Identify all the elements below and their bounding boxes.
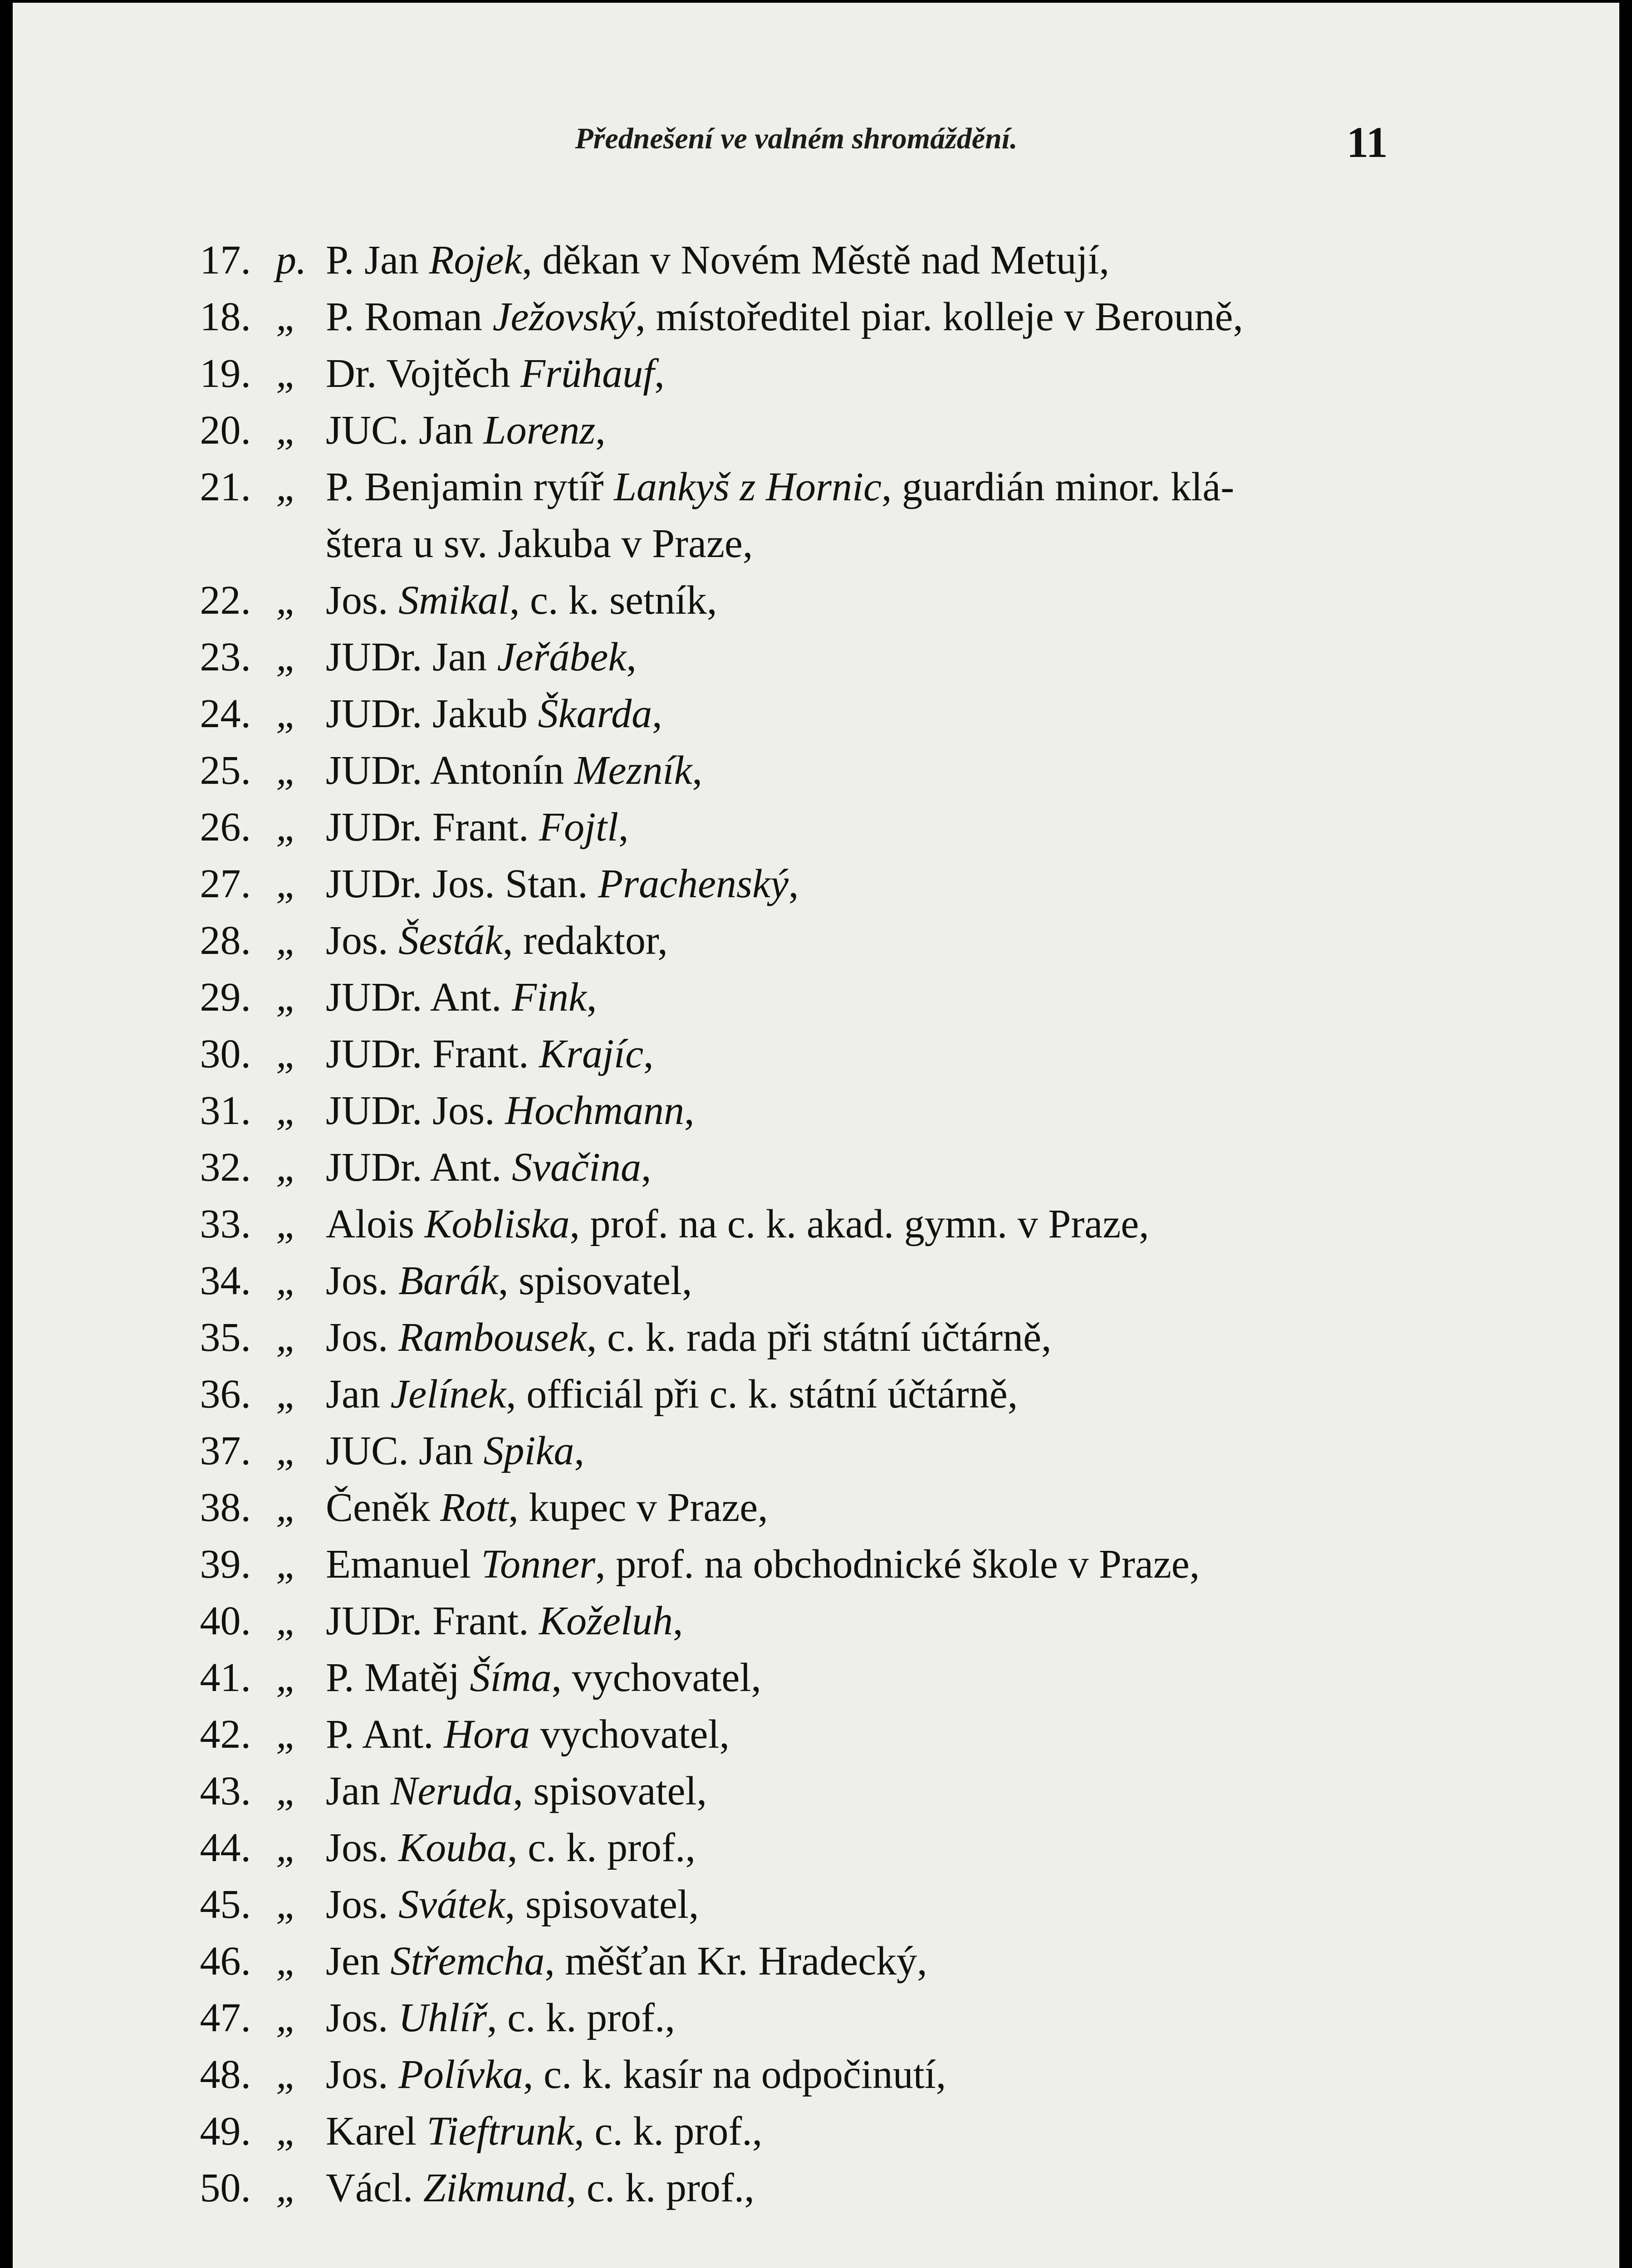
entry-suffix: , — [673, 1598, 683, 1643]
ditto-mark: „ — [276, 1428, 299, 1473]
entry-suffix: , c. k. rada při státní účtárně, — [586, 1315, 1052, 1360]
entry-suffix: , c. k. prof., — [507, 1825, 696, 1870]
entry-text — [326, 288, 1243, 345]
page-header — [13, 118, 1619, 181]
entry-prefix: JUDr. Frant. — [326, 1031, 539, 1076]
list-item — [13, 572, 1619, 629]
entry-prefix: Čeněk — [326, 1485, 441, 1530]
entry-surname: Spika — [483, 1428, 574, 1473]
entry-number: 35. — [200, 1315, 251, 1360]
entry-surname: Svátek — [398, 1882, 505, 1927]
entry-surname: Šesták — [398, 918, 503, 963]
entry-number: 49. — [200, 2109, 251, 2154]
entry-text — [326, 2160, 755, 2216]
entry-prefix: Jan — [326, 1769, 391, 1813]
entry-surname: Šíma — [470, 1655, 552, 1700]
entry-suffix: , c. k. setník, — [510, 578, 717, 623]
ditto-mark: „ — [276, 861, 299, 906]
entry-surname: Tonner — [481, 1542, 596, 1587]
list-item — [13, 912, 1619, 969]
entry-suffix: , c. k. prof., — [574, 2109, 763, 2154]
entry-surname: Jeřábek — [497, 635, 627, 679]
entry-number: 32. — [200, 1145, 251, 1190]
entry-text — [326, 1026, 654, 1082]
ditto-mark: „ — [276, 748, 299, 793]
entry-number: 30. — [200, 1031, 251, 1076]
entry-surname: Krajíc — [539, 1031, 644, 1076]
entry-suffix: , — [654, 351, 665, 396]
entry-text — [326, 912, 668, 969]
ditto-mark: „ — [276, 1712, 299, 1757]
entry-continuation: štera u sv. Jakuba v Praze, — [326, 521, 753, 566]
entry-suffix: , — [626, 635, 637, 679]
entry-surname: Hora — [444, 1712, 530, 1757]
ditto-mark: „ — [276, 1995, 299, 2040]
entry-text — [326, 2103, 762, 2160]
entry-suffix: , — [643, 1031, 654, 1076]
list-item — [13, 855, 1619, 912]
ditto-mark: „ — [276, 635, 299, 679]
entry-text — [326, 1309, 1052, 1366]
entry-text — [326, 799, 629, 855]
ditto-mark: „ — [276, 1485, 299, 1530]
entry-prefix: Václ. — [326, 2165, 423, 2210]
entry-prefix: Jos. — [326, 2052, 399, 2097]
entry-prefix: Jos. — [326, 1882, 399, 1927]
list-item — [13, 2160, 1619, 2216]
entry-surname: Mezník — [574, 748, 692, 793]
entry-number: 36. — [200, 1372, 251, 1417]
entry-surname: Hochmann — [505, 1088, 685, 1133]
entry-prefix: Alois — [326, 1202, 425, 1246]
entry-text — [326, 1819, 696, 1876]
list-item — [13, 1706, 1619, 1763]
entry-suffix: , — [652, 691, 662, 736]
list-item — [13, 1252, 1619, 1309]
list-item — [13, 345, 1619, 402]
entry-prefix: JUDr. Ant. — [326, 1145, 512, 1190]
entry-suffix: , měšťan Kr. Hradecký, — [544, 1939, 927, 1984]
entry-surname: Svačina — [512, 1145, 641, 1190]
entry-text — [326, 1196, 1149, 1252]
entry-suffix: , c. k. prof., — [566, 2165, 755, 2210]
entry-number: 17. — [200, 238, 251, 283]
entry-surname: Lorenz — [483, 408, 596, 453]
entry-text — [326, 402, 606, 459]
entry-number: 44. — [200, 1825, 251, 1870]
entry-surname: Fink — [512, 975, 587, 1020]
list-item — [13, 1593, 1619, 1649]
list-item — [13, 742, 1619, 799]
entry-suffix: , spisovatel, — [513, 1769, 707, 1813]
entry-surname: Frühauf — [520, 351, 655, 396]
entry-prefix: P. Jan — [326, 238, 429, 283]
entry-text — [326, 1536, 1200, 1593]
ditto-mark: „ — [276, 2109, 299, 2154]
ditto-mark: „ — [276, 1088, 299, 1133]
entry-number: 18. — [200, 294, 251, 339]
list-item — [13, 1933, 1619, 1989]
list-item — [13, 1479, 1619, 1536]
entry-text — [326, 1479, 768, 1536]
list-item — [13, 1876, 1619, 1933]
ditto-mark: „ — [276, 1315, 299, 1360]
entry-surname: Rojek — [429, 238, 522, 283]
entry-text — [326, 345, 665, 402]
entry-surname: Smikal — [398, 578, 510, 623]
entry-number: 46. — [200, 1939, 251, 1984]
entry-surname: Uhlíř — [398, 1995, 487, 2040]
entry-prefix: P. Roman — [326, 294, 493, 339]
entry-surname: Rambousek — [398, 1315, 587, 1360]
list-item — [13, 1139, 1619, 1196]
page-number: 11 — [1347, 118, 1388, 166]
entry-prefix: JUDr. Jos. Stan. — [326, 861, 598, 906]
list-item — [13, 1366, 1619, 1422]
entry-text — [326, 1706, 730, 1763]
entry-number: 28. — [200, 918, 251, 963]
list-item — [13, 1819, 1619, 1876]
entry-suffix: , — [684, 1088, 695, 1133]
entry-prefix: JUDr. Antonín — [326, 748, 574, 793]
entry-number: 38. — [200, 1485, 251, 1530]
entry-prefix: Dr. Vojtěch — [326, 351, 521, 396]
entry-text — [326, 1082, 695, 1139]
entry-surname: Prachenský — [598, 861, 789, 906]
entry-number: 43. — [200, 1769, 251, 1813]
entry-suffix: , — [692, 748, 702, 793]
list-item — [13, 1026, 1619, 1082]
entry-surname: Rott — [440, 1485, 509, 1530]
ditto-mark: „ — [276, 691, 299, 736]
entry-number: 31. — [200, 1088, 251, 1133]
list-item — [13, 459, 1619, 515]
entry-text — [326, 232, 1109, 288]
list-item — [13, 1422, 1619, 1479]
list-item — [13, 2046, 1619, 2103]
ditto-mark: „ — [276, 351, 299, 396]
entry-prefix: Jos. — [326, 578, 399, 623]
entry-prefix: JUC. Jan — [326, 1428, 484, 1473]
ditto-mark: „ — [276, 805, 299, 850]
entry-surname: Jelínek — [390, 1372, 506, 1417]
list-item — [13, 1309, 1619, 1366]
entry-text — [326, 1252, 692, 1309]
entry-surname: Kobliska — [424, 1202, 570, 1246]
ditto-mark: „ — [276, 578, 299, 623]
entry-surname: Polívka — [398, 2052, 523, 2097]
entry-prefix: JUC. Jan — [326, 408, 484, 453]
entry-number: 22. — [200, 578, 251, 623]
entry-suffix: , děkan v Novém Městě nad Metují, — [522, 238, 1110, 283]
entry-prefix: Emanuel — [326, 1542, 481, 1587]
entry-prefix: JUDr. Ant. — [326, 975, 512, 1020]
ditto-mark: „ — [276, 1882, 299, 1927]
list-item — [13, 799, 1619, 855]
entry-prefix: JUDr. Jos. — [326, 1088, 505, 1133]
entry-number: 40. — [200, 1598, 251, 1643]
ditto-mark: „ — [276, 294, 299, 339]
entry-text — [326, 685, 662, 742]
entry-number: 45. — [200, 1882, 251, 1927]
ditto-mark: „ — [276, 464, 299, 509]
list-item — [13, 232, 1619, 288]
entry-prefix: JUDr. Jan — [326, 635, 497, 679]
entry-prefix: Jan — [326, 1372, 391, 1417]
entry-surname: Lankyš z Hornic — [613, 464, 882, 509]
entry-suffix: , — [587, 975, 597, 1020]
ditto-mark: „ — [276, 408, 299, 453]
list-item — [13, 629, 1619, 685]
running-title: Přednešení ve valném shromáždění. — [575, 122, 1018, 155]
entry-suffix: , prof. na obchodnické škole v Praze, — [595, 1542, 1200, 1587]
entry-surname: Kouba — [398, 1825, 508, 1870]
ditto-mark: „ — [276, 1202, 299, 1246]
entry-suffix: , spisovatel, — [505, 1882, 699, 1927]
ditto-mark: p. — [276, 238, 307, 283]
entry-suffix: , spisovatel, — [498, 1258, 692, 1303]
ditto-mark: „ — [276, 1542, 299, 1587]
ditto-mark: „ — [276, 918, 299, 963]
list-item — [13, 1536, 1619, 1593]
entry-suffix: vychovatel, — [530, 1712, 730, 1757]
entry-surname: Škarda — [538, 691, 652, 736]
list-item — [13, 1763, 1619, 1819]
ditto-mark: „ — [276, 1939, 299, 1984]
entry-number: 34. — [200, 1258, 251, 1303]
entry-prefix: JUDr. Jakub — [326, 691, 538, 736]
entry-text — [326, 1763, 707, 1819]
entry-text — [326, 1139, 651, 1196]
entry-prefix: Jos. — [326, 1258, 399, 1303]
entry-text — [326, 2046, 946, 2103]
entry-prefix: JUDr. Frant. — [326, 1598, 539, 1643]
ditto-mark: „ — [276, 1372, 299, 1417]
entry-text — [326, 459, 1234, 515]
entry-suffix: , c. k. kasír na odpočinutí, — [523, 2052, 946, 2097]
list-item — [13, 1989, 1619, 2046]
entry-number: 24. — [200, 691, 251, 736]
entry-suffix: , officiál při c. k. státní účtárně, — [506, 1372, 1018, 1417]
entry-text — [326, 1649, 761, 1706]
list-item — [13, 402, 1619, 459]
entry-number: 29. — [200, 975, 251, 1020]
entry-number: 20. — [200, 408, 251, 453]
entry-number: 42. — [200, 1712, 251, 1757]
list-item — [13, 1649, 1619, 1706]
entry-text — [326, 855, 799, 912]
entry-suffix: , redaktor, — [502, 918, 668, 963]
entry-suffix: , — [618, 805, 629, 850]
book-page — [13, 3, 1619, 2268]
list-item — [13, 685, 1619, 742]
entry-number: 48. — [200, 2052, 251, 2097]
entry-suffix: , — [788, 861, 799, 906]
entry-prefix: Jos. — [326, 1825, 399, 1870]
entry-text — [326, 969, 597, 1026]
list-item — [13, 969, 1619, 1026]
ditto-mark: „ — [276, 975, 299, 1020]
entry-text — [326, 1366, 1018, 1422]
entry-number: 47. — [200, 1995, 251, 2040]
entry-text — [326, 1422, 584, 1479]
entry-prefix: Jen — [326, 1939, 391, 1984]
entry-number: 23. — [200, 635, 251, 679]
entry-number: 33. — [200, 1202, 251, 1246]
entry-text — [326, 1593, 683, 1649]
entry-text — [326, 742, 702, 799]
entry-prefix: JUDr. Frant. — [326, 805, 539, 850]
ditto-mark: „ — [276, 1031, 299, 1076]
entry-number: 21. — [200, 464, 251, 509]
entry-number: 50. — [200, 2165, 251, 2210]
list-item — [13, 288, 1619, 345]
ditto-mark: „ — [276, 1769, 299, 1813]
entry-number: 41. — [200, 1655, 251, 1700]
entry-prefix: P. Ant. — [326, 1712, 444, 1757]
entry-surname: Barák — [398, 1258, 499, 1303]
entry-prefix: Jos. — [326, 918, 399, 963]
entry-suffix: , prof. na c. k. akad. gymn. v Praze, — [569, 1202, 1149, 1246]
entry-suffix: , — [641, 1145, 652, 1190]
entry-number: 25. — [200, 748, 251, 793]
entry-surname: Neruda — [390, 1769, 513, 1813]
entry-suffix: , místoředitel piar. kolleje v Berouně, — [635, 294, 1244, 339]
ditto-mark: „ — [276, 1825, 299, 1870]
entry-text — [326, 572, 717, 629]
entry-suffix: , — [595, 408, 606, 453]
ditto-mark: „ — [276, 2165, 299, 2210]
entry-prefix: P. Benjamin rytíř — [326, 464, 614, 509]
entry-prefix: Karel — [326, 2109, 427, 2154]
entry-text — [326, 1933, 927, 1989]
ditto-mark: „ — [276, 1655, 299, 1700]
entry-text — [326, 1876, 699, 1933]
list-item — [13, 2103, 1619, 2160]
ditto-mark: „ — [276, 1258, 299, 1303]
entry-prefix: Jos. — [326, 1315, 399, 1360]
list-item — [13, 1196, 1619, 1252]
ditto-mark: „ — [276, 1598, 299, 1643]
entry-prefix: Jos. — [326, 1995, 399, 2040]
entry-number: 26. — [200, 805, 251, 850]
entry-suffix: , kupec v Praze, — [508, 1485, 768, 1530]
entry-suffix: , c. k. prof., — [487, 1995, 675, 2040]
entry-text — [326, 1989, 675, 2046]
entry-surname: Ježovský — [492, 294, 636, 339]
list-item — [13, 1082, 1619, 1139]
ditto-mark: „ — [276, 2052, 299, 2097]
entry-number: 27. — [200, 861, 251, 906]
entry-surname: Koželuh — [539, 1598, 673, 1643]
entry-number: 19. — [200, 351, 251, 396]
entry-suffix: , guardián minor. klá- — [881, 464, 1235, 509]
entry-text — [326, 629, 637, 685]
entry-surname: Fojtl — [539, 805, 618, 850]
entry-number: 37. — [200, 1428, 251, 1473]
entry-surname: Střemcha — [390, 1939, 545, 1984]
ditto-mark: „ — [276, 1145, 299, 1190]
entry-number: 39. — [200, 1542, 251, 1587]
entry-suffix: , — [574, 1428, 584, 1473]
entry-prefix: P. Matěj — [326, 1655, 470, 1700]
entry-surname: Zikmund — [423, 2165, 566, 2210]
entry-suffix: , vychovatel, — [551, 1655, 761, 1700]
entry-surname: Tieftrunk — [426, 2109, 574, 2154]
